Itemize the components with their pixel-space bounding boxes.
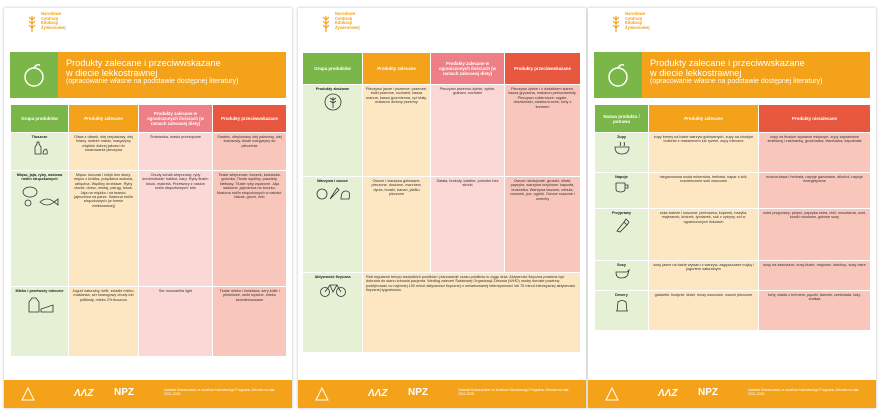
- cell-not-recommended: torty, ciasta z kremem, pączki, faworki, czekolada, lody, chałwa: [759, 291, 871, 331]
- cell-recommended: Owoce i warzywa gotowane, pieczone, duszone, marchew, dynia, buraki, banan, jabłko pieczone: [363, 177, 431, 273]
- brand-logo: [610, 12, 655, 32]
- vegetables-icon: [315, 185, 351, 201]
- dishes-table: [594, 104, 871, 331]
- brand-logo: [320, 12, 365, 32]
- cell-not-recommended: ostre przyprawy: pieprz, papryka ostra, chili, musztarda, ocet, kostki rosołowe, gotowe sosy: [759, 209, 871, 261]
- table-row: [595, 173, 871, 209]
- cell-limited: Chudy schab wieprzowy, ryby średniotłuste: halibut, karp. Ryby tłuste: łosoś, makrela. Przetwory z nasion roślin strączkowych: tofu: [139, 171, 213, 287]
- cell-contraindicated: Owoce niedojrzałe, gruszki, śliwki, papryka, warzywa krzyżowe: kapusta, brukselka. Warzywa kiszone, cebula, czosnek, por, ogórki. Owoce suszone i orzechy: [505, 177, 581, 273]
- header-recommended: Produkty zalecane: [649, 105, 759, 133]
- footer-text: Zadanie finansowane ze środków Narodowego Programu Zdrowia na lata 2021-2025: [748, 388, 859, 396]
- table-row: [595, 209, 871, 261]
- table-row: [595, 133, 871, 173]
- wheat-icon: [26, 12, 38, 32]
- cell-not-recommended: mocna kawa i herbata, napoje gazowane, alkohol, napoje energetyczne: [759, 173, 871, 209]
- apple-icon: [10, 52, 58, 98]
- table-row: [11, 287, 287, 357]
- cell-limited: Pieczywo pszenno-żytnie, żytnie, graham, sucharki: [431, 85, 505, 177]
- poster-page-1: [4, 8, 292, 408]
- soup-bowl-icon: [613, 141, 631, 155]
- table-row: [595, 291, 871, 331]
- cup-icon: [614, 181, 630, 193]
- footer-text: Zadanie finansowane ze środków Narodowego Programu Zdrowia na lata 2021-2025: [164, 388, 275, 396]
- table-row: [11, 133, 287, 171]
- jelly-dessert-icon: [614, 299, 630, 313]
- emblem-icon: [604, 386, 620, 402]
- group-name: Mięso, jaja, ryby, nasiona roślin strączkowych: [16, 173, 63, 182]
- cell-recommended: Pieczywo jasne i pszenne: pszenne, bułki pszenne, sucharki, kasza manna, kasza jęczmienna, ryż biały, makaron drobny pszenny: [363, 85, 431, 177]
- group-name: Aktywność fizyczna: [314, 275, 351, 279]
- poster-page-2: [298, 8, 586, 408]
- cell-recommended: Oliwa z oliwek, olej rzepakowy, olej lniany, świeże masło, margaryny miękkie dobrej jakości do smarowania pieczywa: [69, 133, 139, 171]
- group-name: Zupy: [616, 135, 627, 139]
- group-name: Produkty zbożowe: [315, 87, 350, 91]
- banner-subtitle: (opracowanie własne na podstawie dostępnej literatury): [66, 78, 239, 85]
- npz-logo: NPZ: [698, 387, 718, 398]
- title-banner: [594, 52, 870, 98]
- header-recommended: Produkty zalecane: [69, 105, 139, 133]
- banner-title-2: w diecie lekkostrawnej: [66, 68, 158, 78]
- oil-bottle-icon: [31, 141, 49, 155]
- cell-contraindicated: Pieczywo żytnie i z dodatkiem ziaren, kasza gryczana, makaron pełnoziarnisty. Pieczywo cukiernicze: rogale, drożdżówki, ciastka kruche, torty z kremem: [505, 85, 581, 177]
- banner-title-1: Produkty zalecane i przeciwwskazane: [650, 58, 805, 68]
- header-limited: Produkty zalecane w ograniczonych ilościach (w ramach zalecanej diety): [431, 53, 505, 85]
- footer-bar: [4, 380, 292, 408]
- cell-recommended: Jogurt naturalny, kefir, zsiadłe mleko, maślanka, ser twarogowy chudy lub półtłusty, mleko 2% tłuszczu: [69, 287, 139, 357]
- products-table-2: [302, 52, 581, 353]
- poster-page-3: [588, 8, 876, 408]
- group-name: Przyprawy: [612, 211, 631, 215]
- emblem-icon: [20, 386, 36, 402]
- meat-fish-icon: [20, 184, 60, 208]
- header-contraindicated: Produkty przeciwwskazane: [505, 53, 581, 85]
- header-limited: Produkty zalecane w ograniczonych ilościach (w ramach zalecanej diety): [139, 105, 213, 133]
- wheat-icon: [320, 12, 332, 32]
- brand-logo: [26, 12, 71, 32]
- cell-recommended: niegazowana woda mineralna, herbata, napar z ziół, rozcieńczone soki owocowe: [649, 173, 759, 209]
- banner-title-2: w diecie lekkostrawnej: [650, 68, 742, 78]
- title-banner: [10, 52, 286, 98]
- group-name: Mleko i przetwory mleczne: [15, 289, 64, 293]
- group-name: Napoje: [615, 175, 628, 179]
- banner-subtitle: (opracowanie własne na podstawie dostępnej literatury): [650, 78, 823, 85]
- spice-bottle-icon: [614, 217, 630, 233]
- agency-logo-icon: ΛΛΖ: [658, 388, 678, 399]
- header-recommended: Produkty zalecane: [363, 53, 431, 85]
- emblem-icon: [314, 386, 330, 402]
- table-row: [303, 273, 581, 353]
- apple-icon: [594, 52, 642, 98]
- cell-recommended: sosy jasne na bazie wywaru z warzyw, zagęszczane mąką i jogurtem naturalnym: [649, 261, 759, 291]
- cell-limited: Ser mozzarella light: [139, 287, 213, 357]
- table-row: [303, 85, 581, 177]
- table-row: [303, 177, 581, 273]
- cell-recommended: Mięso: kurczak i indyk bez skóry, mięso z królika, polędwica wołowa, cielęcina. Wędliny drobiowe. Ryby chude: dorsz, mintaj, pstrąg, łosoś. Jaja na miękko i na twardo, jajecznica na parze. Nasiona roślin strączkowych (w formie zmiksowanej): [69, 171, 139, 287]
- group-name: Sosy: [616, 263, 627, 267]
- agency-logo-icon: ΛΛΖ: [74, 388, 94, 399]
- brand-name: Narodowe Centrum Edukacji Żywieniowej: [625, 11, 650, 30]
- grain-icon: [324, 93, 342, 111]
- cell-not-recommended: zupy na tłustym wywarze mięsnym, zupy zaprawiane śmietaną i zasmażką, grochówka, fasolówka, kapuśniak: [759, 133, 871, 173]
- cell-recommended: zioła świeże i suszone: pietruszka, koperek, bazylia, majeranek, kminek, tymianek, sok z cytryny, sól w ograniczonych ilościach: [649, 209, 759, 261]
- header-dish: Nazwa produktu / potrawa: [595, 105, 649, 133]
- milk-cheese-icon: [25, 295, 55, 313]
- header-contraindicated: Produkty przeciwwskazane: [213, 105, 287, 133]
- brand-name: Narodowe Centrum Edukacji Żywieniowej: [335, 11, 360, 30]
- table-row: [595, 261, 871, 291]
- group-name: Desery: [615, 293, 628, 297]
- cell-contraindicated: Tłuste wieprzowe: boczek, karkówka, golonka. Tłuste wędliny, pasztety, kiełbasy. Tłuste ryby wędzone. Jaja sadzone, jajecznica na boczku. Nasiona roślin strączkowych w całości: fasola, groch, bób: [213, 171, 287, 287]
- agency-logo-icon: ΛΛΖ: [368, 388, 388, 399]
- group-name: Tłuszcze: [31, 135, 48, 139]
- products-table-1: [10, 104, 287, 357]
- cell-contraindicated: Smalec, zbrylowany olej palmowy, olej kokosowy, tłuste margaryny do pieczenia: [213, 133, 287, 171]
- cell-not-recommended: sosy na zasmażce, sosy tłuste, majonez, ketchup, sosy ostre: [759, 261, 871, 291]
- bicycle-icon: [319, 281, 347, 297]
- cell-limited: Śmietanka, masło przetopione: [139, 133, 213, 171]
- header-group: Grupa produktów: [11, 105, 69, 133]
- cell-contraindicated: Tłuste mleko i śmietana, sery żółte i pleśniowe, serki topione, mleko skondensowane: [213, 287, 287, 357]
- footer-bar: [298, 380, 586, 408]
- wheat-icon: [610, 12, 622, 32]
- footer-text: Zadanie finansowane ze środków Narodowego Programu Zdrowia na lata 2021-2025: [458, 388, 569, 396]
- footer-bar: [588, 380, 876, 408]
- table-row: [11, 171, 287, 287]
- cell-recommended: galaretki, budynie, kisiel, musy owocowe, owoce pieczone: [649, 291, 759, 331]
- group-name: Warzywa i owoce: [316, 179, 349, 183]
- brand-name: Narodowe Centrum Edukacji Żywieniowej: [41, 11, 66, 30]
- sauce-boat-icon: [614, 269, 630, 279]
- npz-logo: NPZ: [114, 387, 134, 398]
- header-group: Grupa produktów: [303, 53, 363, 85]
- activity-text: Rób regularne tempo wszystkich posiłków i planowanie czasu posiłków w ciągu dnia. Aktywność fizyczna powinna być dobrana do stanu zdrowia pacjenta. Według zaleceń Światowej Organizacji Zdrowia (WHO) osoby dorosłe powinny podejmować co najmniej 150 minut aktywności fizycznej o umiarkowanej intensywności lub 75 minut intensywnej aktywności fizycznej tygodniowo.: [363, 273, 581, 353]
- npz-logo: NPZ: [408, 387, 428, 398]
- cell-limited: Sałata, brokuły, kalafior, pomidor bez skórki: [431, 177, 505, 273]
- header-not-recommended: Produkty niezalecane: [759, 105, 871, 133]
- cell-recommended: zupy kremy na bazie warzyw gotowanych, zupy na chudym bulionie z makaronem lub ryżem, zupy mleczne: [649, 133, 759, 173]
- banner-title-1: Produkty zalecane i przeciwwskazane: [66, 58, 221, 68]
